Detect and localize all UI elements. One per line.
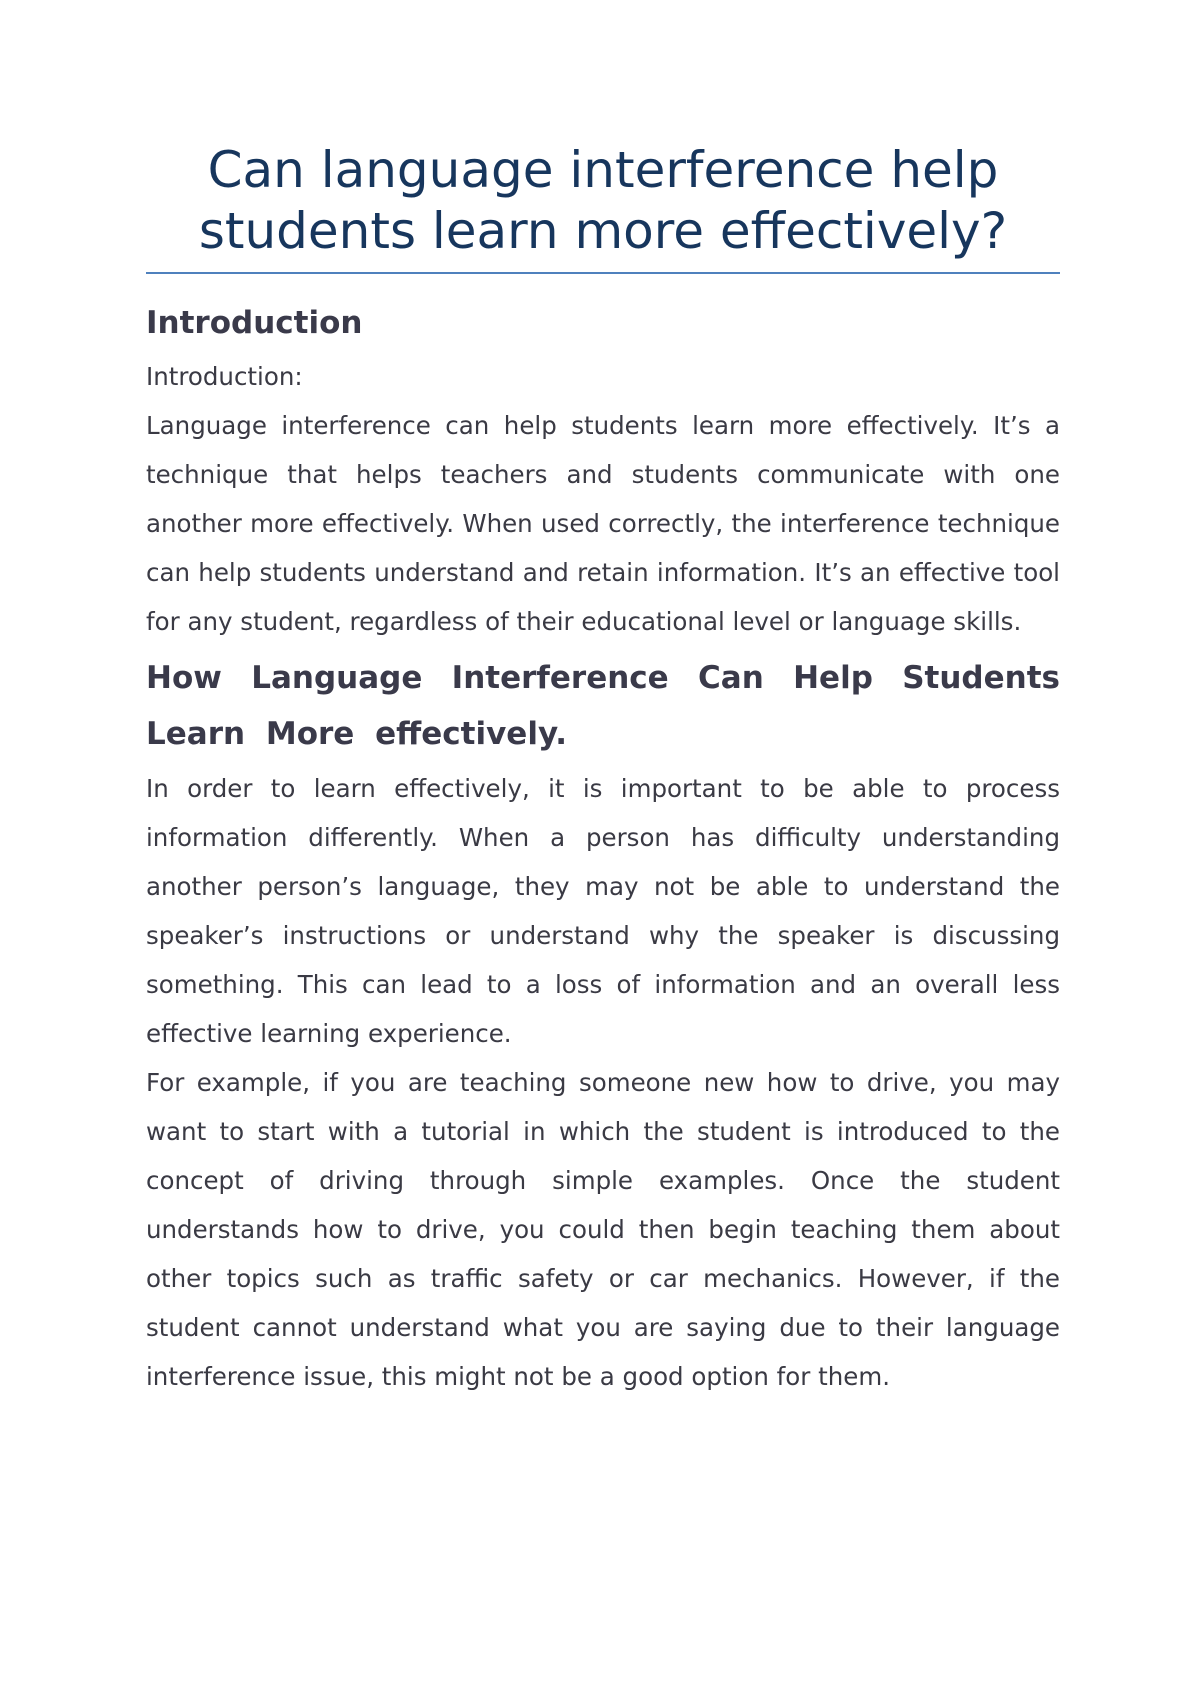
document-title: Can language interference help students learn more effectively? [146,140,1060,274]
section-heading-how-language-interference: How Language Interference Can Help Students Learn More effectively. [146,660,1060,752]
body-paragraph-2: For example, if you are teaching someone new how to drive, you may want to start with a tutorial in which the student is introduced to the concept of driving through simple examples. Once the student understands how to drive, you could then begin teaching them about other topics such as traffic safety or car mechanics. However, if the student cannot understand what you are saying due to their language interference issue, this might not be a good option for them. [146,1068,1060,1391]
section-heading-introduction: Introduction [146,305,363,341]
introduction-paragraph: Language interference can help students learn more effectively. It’s a technique that helps teachers and students communicate with one another more effectively. When used correctly, the interference technique can help students understand and retain information. It’s an effective tool for any student, regardless of their educational level or language skills. [146,411,1060,636]
body-paragraph-1: In order to learn effectively, it is important to be able to process information differently. When a person has difficulty understanding another person’s language, they may not be able to understand the speaker’s instructions or understand why the speaker is discussing something. This can lead to a loss of information and an overall less effective learning experience. [146,774,1060,1048]
document-page [146,140,1060,1401]
introduction-label: Introduction: [146,362,303,391]
